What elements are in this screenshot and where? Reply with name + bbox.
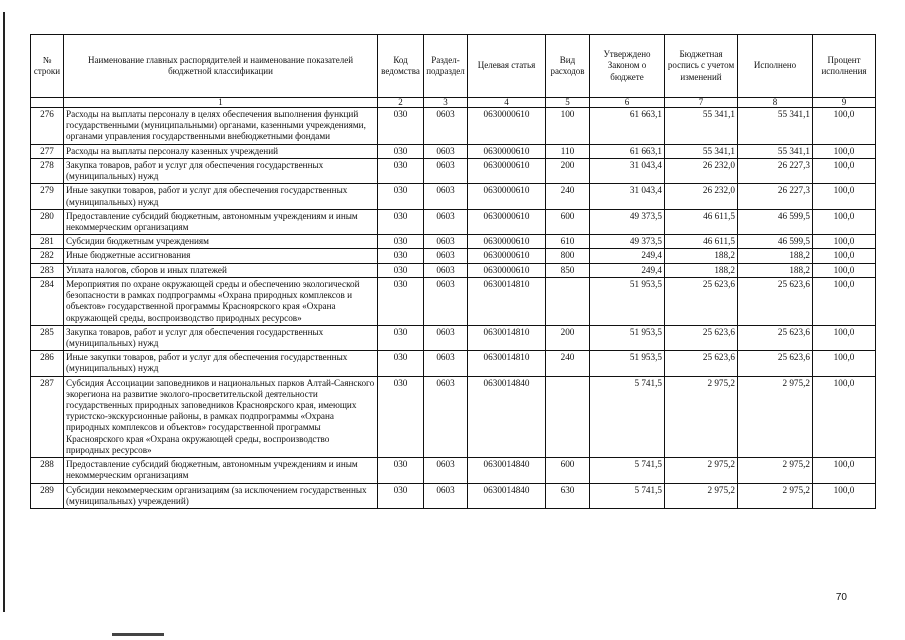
row-executed: 46 599,5 [738, 209, 813, 234]
row-percent: 100,0 [813, 325, 876, 350]
row-expense-type: 200 [546, 158, 590, 183]
row-name: Закупка товаров, работ и услуг для обеспечения государственных (муниципальных) нужд [64, 158, 378, 183]
row-approved: 51 953,5 [590, 277, 665, 325]
row-target-article: 0630000610 [468, 158, 546, 183]
row-approved: 249,4 [590, 249, 665, 263]
row-dept-code: 030 [378, 263, 424, 277]
row-name: Иные закупки товаров, работ и услуг для обеспечения государственных (муниципальных) нужд [64, 184, 378, 209]
table-row [31, 235, 876, 249]
table-row [31, 458, 876, 483]
row-executed: 188,2 [738, 249, 813, 263]
row-number: 289 [31, 483, 64, 508]
column-number: 1 [64, 98, 378, 108]
row-name: Расходы на выплаты персоналу в целях обеспечения выполнения функций государственными (муниципальными) органами, казенными учреждениями, органами управления государственными внебюджетными фондами [64, 108, 378, 145]
row-expense-type: 630 [546, 483, 590, 508]
row-approved: 31 043,4 [590, 158, 665, 183]
header-target-article: Целевая статья [468, 35, 546, 98]
row-section: 0603 [424, 277, 468, 325]
row-number: 287 [31, 376, 64, 458]
row-name: Мероприятия по охране окружающей среды и обеспечению экологической безопасности в рамках подпрограммы «Охрана природных комплексов и объектов» государственной программы Красноярского края «Охрана окружающей среды, воспроизводство природных ресурсов» [64, 277, 378, 325]
row-executed: 55 341,1 [738, 108, 813, 145]
row-executed: 2 975,2 [738, 376, 813, 458]
row-number: 285 [31, 325, 64, 350]
row-section: 0603 [424, 263, 468, 277]
row-target-article: 0630014840 [468, 458, 546, 483]
row-name: Иные закупки товаров, работ и услуг для обеспечения государственных (муниципальных) нужд [64, 351, 378, 376]
row-executed: 26 227,3 [738, 184, 813, 209]
row-dept-code: 030 [378, 108, 424, 145]
row-target-article: 0630014810 [468, 277, 546, 325]
header-row-number: № строки [31, 35, 64, 98]
row-section: 0603 [424, 483, 468, 508]
row-name: Закупка товаров, работ и услуг для обеспечения государственных (муниципальных) нужд [64, 325, 378, 350]
row-executed: 55 341,1 [738, 144, 813, 158]
row-budget-list: 2 975,2 [665, 483, 738, 508]
row-dept-code: 030 [378, 277, 424, 325]
row-percent: 100,0 [813, 235, 876, 249]
row-section: 0603 [424, 458, 468, 483]
row-approved: 49 373,5 [590, 235, 665, 249]
column-number: 9 [813, 98, 876, 108]
row-number: 283 [31, 263, 64, 277]
row-budget-list: 46 611,5 [665, 209, 738, 234]
row-approved: 5 741,5 [590, 483, 665, 508]
row-expense-type: 600 [546, 209, 590, 234]
row-percent: 100,0 [813, 108, 876, 145]
row-section: 0603 [424, 158, 468, 183]
row-budget-list: 26 232,0 [665, 158, 738, 183]
column-number: 4 [468, 98, 546, 108]
header-expense-type: Вид расходов [546, 35, 590, 98]
row-percent: 100,0 [813, 144, 876, 158]
header-row [31, 35, 876, 98]
row-percent: 100,0 [813, 351, 876, 376]
row-approved: 5 741,5 [590, 458, 665, 483]
table-row [31, 325, 876, 350]
table-row [31, 184, 876, 209]
header-percent: Процент исполнения [813, 35, 876, 98]
table-body [31, 108, 876, 509]
row-expense-type: 800 [546, 249, 590, 263]
column-number: 6 [590, 98, 665, 108]
row-target-article: 0630000610 [468, 263, 546, 277]
row-section: 0603 [424, 144, 468, 158]
row-approved: 61 663,1 [590, 144, 665, 158]
row-expense-type [546, 277, 590, 325]
row-section: 0603 [424, 235, 468, 249]
row-target-article: 0630000610 [468, 184, 546, 209]
header-dept-code: Код ведомства [378, 35, 424, 98]
table-row [31, 158, 876, 183]
row-percent: 100,0 [813, 277, 876, 325]
row-approved: 5 741,5 [590, 376, 665, 458]
row-target-article: 0630014840 [468, 376, 546, 458]
budget-execution-table [30, 34, 876, 509]
row-number: 278 [31, 158, 64, 183]
row-approved: 49 373,5 [590, 209, 665, 234]
table-row [31, 483, 876, 508]
row-percent: 100,0 [813, 249, 876, 263]
row-executed: 2 975,2 [738, 458, 813, 483]
row-percent: 100,0 [813, 184, 876, 209]
row-section: 0603 [424, 108, 468, 145]
row-executed: 25 623,6 [738, 351, 813, 376]
row-budget-list: 25 623,6 [665, 325, 738, 350]
row-budget-list: 2 975,2 [665, 458, 738, 483]
row-dept-code: 030 [378, 376, 424, 458]
row-section: 0603 [424, 351, 468, 376]
row-expense-type [546, 376, 590, 458]
row-number: 276 [31, 108, 64, 145]
document-page [30, 34, 875, 509]
row-percent: 100,0 [813, 483, 876, 508]
table-row [31, 263, 876, 277]
row-executed: 25 623,6 [738, 325, 813, 350]
row-target-article: 0630000610 [468, 108, 546, 145]
row-budget-list: 188,2 [665, 249, 738, 263]
row-section: 0603 [424, 376, 468, 458]
header-approved: Утверждено Законом о бюджете [590, 35, 665, 98]
row-number: 284 [31, 277, 64, 325]
row-percent: 100,0 [813, 263, 876, 277]
row-dept-code: 030 [378, 458, 424, 483]
table-row [31, 351, 876, 376]
row-dept-code: 030 [378, 209, 424, 234]
row-executed: 25 623,6 [738, 277, 813, 325]
row-executed: 2 975,2 [738, 483, 813, 508]
row-target-article: 0630014840 [468, 483, 546, 508]
row-percent: 100,0 [813, 209, 876, 234]
row-budget-list: 46 611,5 [665, 235, 738, 249]
row-target-article: 0630000610 [468, 209, 546, 234]
column-number [31, 98, 64, 108]
row-target-article: 0630000610 [468, 235, 546, 249]
table-row [31, 209, 876, 234]
table-row [31, 108, 876, 145]
row-name: Расходы на выплаты персоналу казенных учреждений [64, 144, 378, 158]
footer-mark [112, 633, 164, 636]
row-name: Предоставление субсидий бюджетным, автономным учреждениям и иным некоммерческим организациям [64, 458, 378, 483]
row-budget-list: 26 232,0 [665, 184, 738, 209]
row-budget-list: 25 623,6 [665, 277, 738, 325]
row-number: 281 [31, 235, 64, 249]
row-number: 280 [31, 209, 64, 234]
row-executed: 26 227,3 [738, 158, 813, 183]
row-section: 0603 [424, 184, 468, 209]
row-expense-type: 610 [546, 235, 590, 249]
row-expense-type: 600 [546, 458, 590, 483]
row-executed: 46 599,5 [738, 235, 813, 249]
row-dept-code: 030 [378, 235, 424, 249]
row-approved: 249,4 [590, 263, 665, 277]
table-row [31, 376, 876, 458]
row-expense-type: 240 [546, 351, 590, 376]
header-executed: Исполнено [738, 35, 813, 98]
row-name: Субсидия Ассоциации заповедников и национальных парков Алтай-Саянского экорегиона на развитие эколого-просветительской деятельности государственных природных заповедников Красноярского края, имеющих туристско-экскурсионные районы, в рамках подпрограммы «Охрана природных комплексов и объектов» государственной программы Красноярского края «Охрана окружающей среды, воспроизводство природных ресурсов» [64, 376, 378, 458]
row-name: Иные бюджетные ассигнования [64, 249, 378, 263]
row-approved: 61 663,1 [590, 108, 665, 145]
row-target-article: 0630014810 [468, 351, 546, 376]
row-expense-type: 110 [546, 144, 590, 158]
row-target-article: 0630000610 [468, 144, 546, 158]
row-budget-list: 188,2 [665, 263, 738, 277]
row-name: Субсидии некоммерческим организациям (за исключением государственных (муниципальных) учреждений) [64, 483, 378, 508]
row-section: 0603 [424, 209, 468, 234]
row-dept-code: 030 [378, 184, 424, 209]
row-number: 282 [31, 249, 64, 263]
row-target-article: 0630014810 [468, 325, 546, 350]
left-margin-rule [3, 12, 5, 612]
header-name: Наименование главных распорядителей и наименование показателей бюджетной классификации [64, 35, 378, 98]
row-name: Уплата налогов, сборов и иных платежей [64, 263, 378, 277]
table-row [31, 277, 876, 325]
column-number: 8 [738, 98, 813, 108]
table-row [31, 249, 876, 263]
row-dept-code: 030 [378, 158, 424, 183]
row-dept-code: 030 [378, 483, 424, 508]
row-budget-list: 2 975,2 [665, 376, 738, 458]
row-approved: 51 953,5 [590, 325, 665, 350]
row-number: 279 [31, 184, 64, 209]
row-name: Субсидии бюджетным учреждениям [64, 235, 378, 249]
row-percent: 100,0 [813, 158, 876, 183]
row-budget-list: 55 341,1 [665, 144, 738, 158]
row-expense-type: 200 [546, 325, 590, 350]
row-dept-code: 030 [378, 144, 424, 158]
row-expense-type: 100 [546, 108, 590, 145]
column-number: 2 [378, 98, 424, 108]
row-number: 286 [31, 351, 64, 376]
row-percent: 100,0 [813, 458, 876, 483]
row-target-article: 0630000610 [468, 249, 546, 263]
column-number: 3 [424, 98, 468, 108]
row-percent: 100,0 [813, 376, 876, 458]
row-approved: 51 953,5 [590, 351, 665, 376]
row-dept-code: 030 [378, 325, 424, 350]
row-approved: 31 043,4 [590, 184, 665, 209]
row-expense-type: 850 [546, 263, 590, 277]
row-dept-code: 030 [378, 351, 424, 376]
table-row [31, 144, 876, 158]
row-section: 0603 [424, 249, 468, 263]
header-section: Раздел-подраздел [424, 35, 468, 98]
row-expense-type: 240 [546, 184, 590, 209]
column-number: 5 [546, 98, 590, 108]
row-budget-list: 55 341,1 [665, 108, 738, 145]
row-budget-list: 25 623,6 [665, 351, 738, 376]
row-section: 0603 [424, 325, 468, 350]
row-executed: 188,2 [738, 263, 813, 277]
column-number: 7 [665, 98, 738, 108]
row-name: Предоставление субсидий бюджетным, автономным учреждениям и иным некоммерческим организациям [64, 209, 378, 234]
column-number-row [31, 98, 876, 108]
row-number: 288 [31, 458, 64, 483]
page-number: 70 [835, 592, 847, 603]
header-budget-list: Бюджетная роспись с учетом изменений [665, 35, 738, 98]
row-dept-code: 030 [378, 249, 424, 263]
row-number: 277 [31, 144, 64, 158]
